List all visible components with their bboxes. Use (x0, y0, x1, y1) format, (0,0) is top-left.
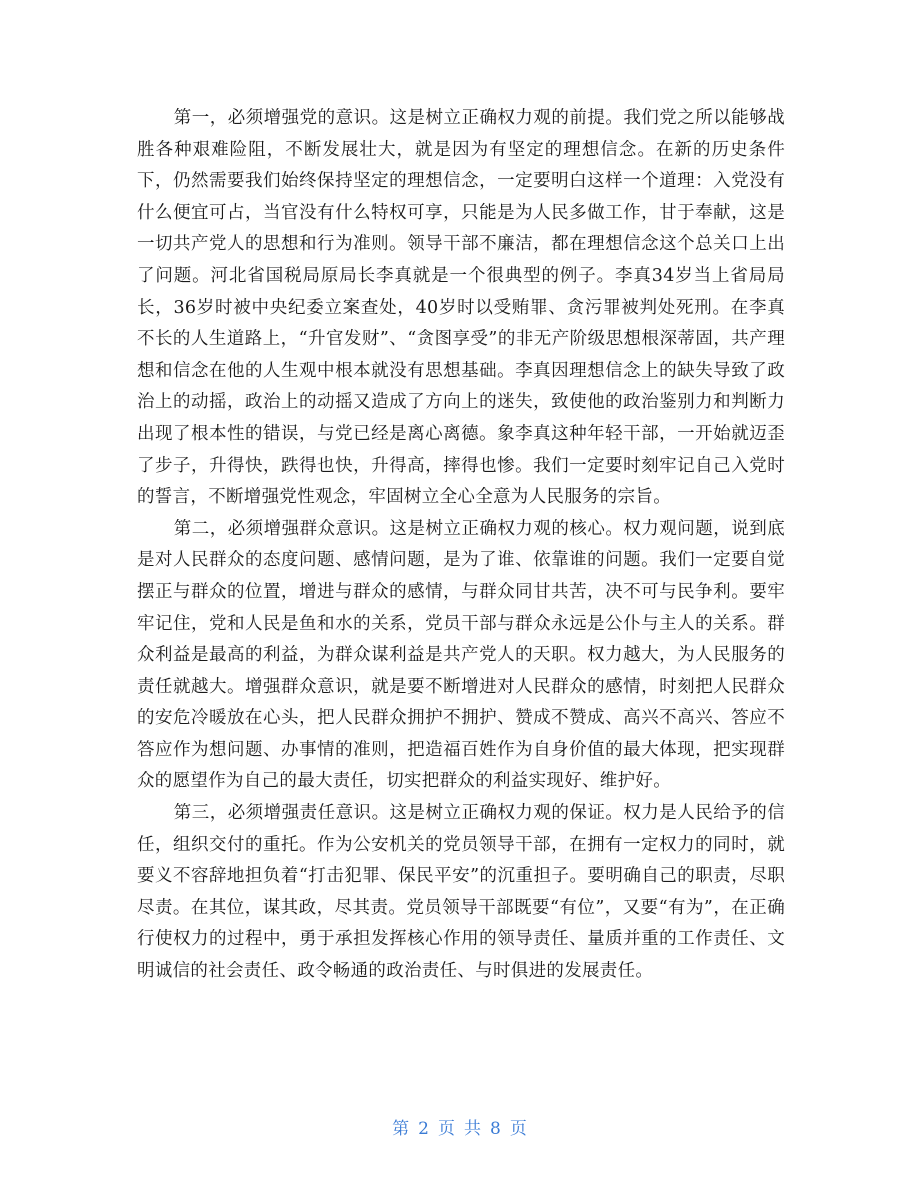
footer-di: 第 (392, 1119, 411, 1139)
paragraph-responsibility-awareness: 第三，必须增强责任意识。这是树立正确权力观的保证。权力是人民给予的信任，组织交付的重托。作为公安机关的党员领导干部，在拥有一定权力的同时，就要义不容辞地担负着“打击犯罪、保民平安”的沉重担子。要明确自己的职责，尽职尽责。在其位，谋其政，尽其责。党员领导干部既要“有位”，又要“有为”，在正确行使权力的过程中，勇于承担发挥核心作用的领导责任、量质并重的工作责任、文明诚信的社会责任、政令畅通的政治责任、与时俱进的发展责任。 (137, 803, 785, 982)
footer-ye2: 页 (509, 1119, 528, 1139)
footer-ye: 页 (438, 1119, 456, 1139)
paragraph-mass-awareness: 第二，必须增强群众意识。这是树立正确权力观的核心。权力观问题，说到底是对人民群众的态度问题、感情问题，是为了谁、依靠谁的问题。我们一定要自觉摆正与群众的位置，增进与群众的感情，与群众同甘共苦，决不可与民争利。要牢牢记住，党和人民是鱼和水的关系，党员干部与群众永远是公仆与主人的关系。群众利益是最高的利益，为群众谋利益是共产党人的天职。权力越大，为人民服务的责任就越大。增强群众意识，就是要不断增进对人民群众的感情，时刻把人民群众的安危冷暖放在心头，把人民群众拥护不拥护、赞成不赞成、高兴不高兴、答应不答应作为想问题、办事情的准则，把造福百姓作为自身价值的最大体现，把实现群众的愿望作为自己的最大责任，切实把群众的利益实现好、维护好。 (137, 518, 785, 792)
document-body (137, 103, 785, 988)
footer-total-pages: 8 (490, 1119, 502, 1139)
paragraph-party-awareness: 第一，必须增强党的意识。这是树立正确权力观的前提。我们党之所以能够战胜各种艰难险阻，不断发展壮大，就是因为有坚定的理想信念。在新的历史条件下，仍然需要我们始终保持坚定的理想信念，一定要明白这样一个道理：入党没有什么便宜可占，当官没有什么特权可享，只能是为人民多做工作，甘于奉献，这是一切共产党人的思想和行为准则。领导干部不廉洁，都在理想信念这个总关口上出了问题。河北省国税局原局长李真就是一个很典型的例子。李真34岁当上省局局长，36岁时被中央纪委立案查处，40岁时以受贿罪、贪污罪被判处死刑。在李真不长的人生道路上，“升官发财”、“贪图享受”的非无产阶级思想根深蒂固，共产理想和信念在他的人生观中根本就没有思想基础。李真因理想信念上的缺失导致了政治上的动摇，政治上的动摇又造成了方向上的迷失，致使他的政治鉴别力和判断力出现了根本性的错误，与党已经是离心离德。象李真这种年轻干部，一开始就迈歪了步子，升得快，跌得也快，升得高，摔得也惨。我们一定要时刻牢记自己入党时的誓言，不断增强党性观念，牢固树立全心全意为人民服务的宗旨。 (137, 108, 785, 508)
footer-gong: 共 (464, 1119, 482, 1139)
footer-current-page: 2 (418, 1119, 430, 1139)
page-footer (0, 1114, 920, 1139)
